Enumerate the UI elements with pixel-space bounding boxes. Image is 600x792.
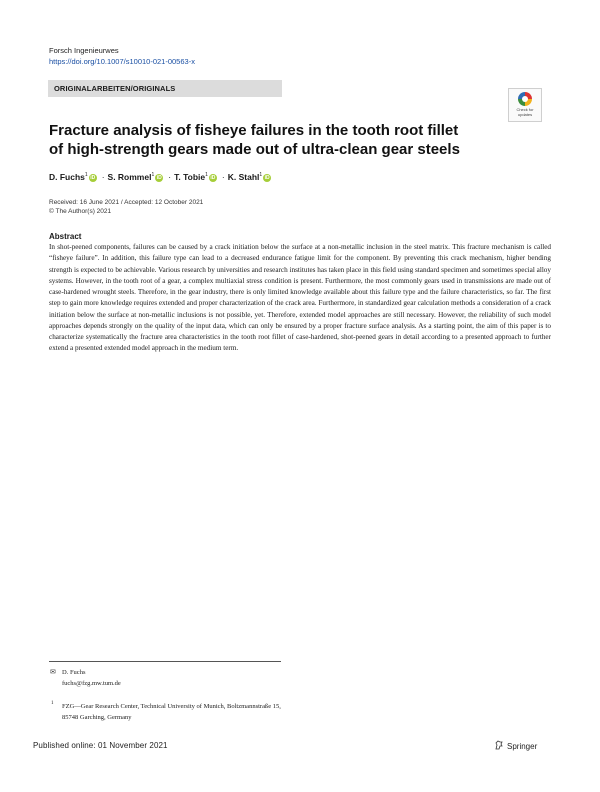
orcid-icon[interactable]: iD — [210, 174, 216, 181]
abstract-heading: Abstract — [49, 232, 82, 241]
affiliation-text: FZG—Gear Research Center, Technical University of Munich, Boltzmannstraße 15, 85748 Garching, Germany — [62, 703, 281, 721]
author-list — [49, 172, 273, 182]
doi-link[interactable]: https://doi.org/10.1007/s10010-021-00563-x — [49, 57, 195, 66]
article-dates: Received: 16 June 2021 / Accepted: 12 October 2021 — [49, 199, 204, 206]
author[interactable]: D. Fuchs$^1$ iD — [49, 172, 96, 182]
article-title: Fracture analysis of fisheye failures in the tooth root fillet of high-strength gears made out of ultra-clean gear steels — [49, 122, 460, 158]
journal-name: Forsch Ingenieurwes — [49, 46, 119, 55]
author-separator: · — [101, 172, 105, 182]
publisher-logo — [494, 740, 537, 751]
footnote-divider — [49, 661, 281, 662]
orcid-icon[interactable]: iD — [90, 174, 96, 181]
author-separator: · — [168, 172, 172, 182]
copyright-notice: © The Author(s) 2021 — [49, 208, 112, 215]
springer-horse-icon — [494, 740, 504, 750]
abstract-text: In shot-peened components, failures can be caused by a crack initiation below the surface at a non-metallic inclusion in the steel matrix. This fracture mechanism is called “fisheye failure”. In addition, this failure type can lead to a decreased endurance fatigue limit for the component. By preventing this crack mechanism, higher bending strength is expected to be achievable. Various research by universities and research institutes has taken place in this field using standard specimen and sometimes special alloy systems. However, in the tooth root of a gear, a complex multiaxial stress condition is present. Furthermore, the most commonly gears used in transmissions are made out of case-hardened wrought steels. Therefore, in the gear industry, there is only limited knowledge available about this failure type and the failure characteristics, so far. The first step to gain more knowledge requires extended and proper characterization of the crack area. Furthermore, in standardized gear calculation methods a consideration of a crack initiation below the surface at non-metallic inclusions is not possible, yet. Therefore, extended model approaches are still necessary. However, the reliability of such model approaches depends strongly on the quality of the input data, which can only be ensured by a proper fracture surface analysis. As a starting point, the aim of this paper is to characterize systematically the fracture area characteristics in the tooth root fillet of case-hardened, shot-peened gears in detail according to a presented approach to further extend a presented extended model approach in the medium term. — [49, 243, 551, 353]
author[interactable]: K. Stahl$^1$ iD — [227, 172, 270, 182]
section-banner: ORIGINALARBEITEN/ORIGINALS — [48, 80, 282, 97]
orcid-icon[interactable]: iD — [156, 174, 162, 181]
corresponding-author-name: D. Fuchs — [62, 669, 86, 676]
crossmark-icon[interactable] — [508, 88, 542, 122]
author-separator: · — [221, 172, 225, 182]
mail-icon: ✉ — [50, 669, 56, 676]
crossmark-logo — [518, 92, 532, 106]
orcid-icon[interactable]: iD — [264, 174, 270, 181]
author[interactable]: S. Rommel$^1$ iD — [107, 172, 162, 182]
publisher-name: Springer — [507, 742, 538, 751]
affiliation-number: 1 — [51, 701, 54, 706]
author[interactable]: T. Tobie$^1$ iD — [174, 172, 216, 182]
corresponding-author-email[interactable]: fuchs@fzg.mw.tum.de — [62, 680, 121, 687]
published-date: Published online: 01 November 2021 — [33, 741, 168, 750]
crossmark-label: Check for updates — [516, 107, 534, 117]
